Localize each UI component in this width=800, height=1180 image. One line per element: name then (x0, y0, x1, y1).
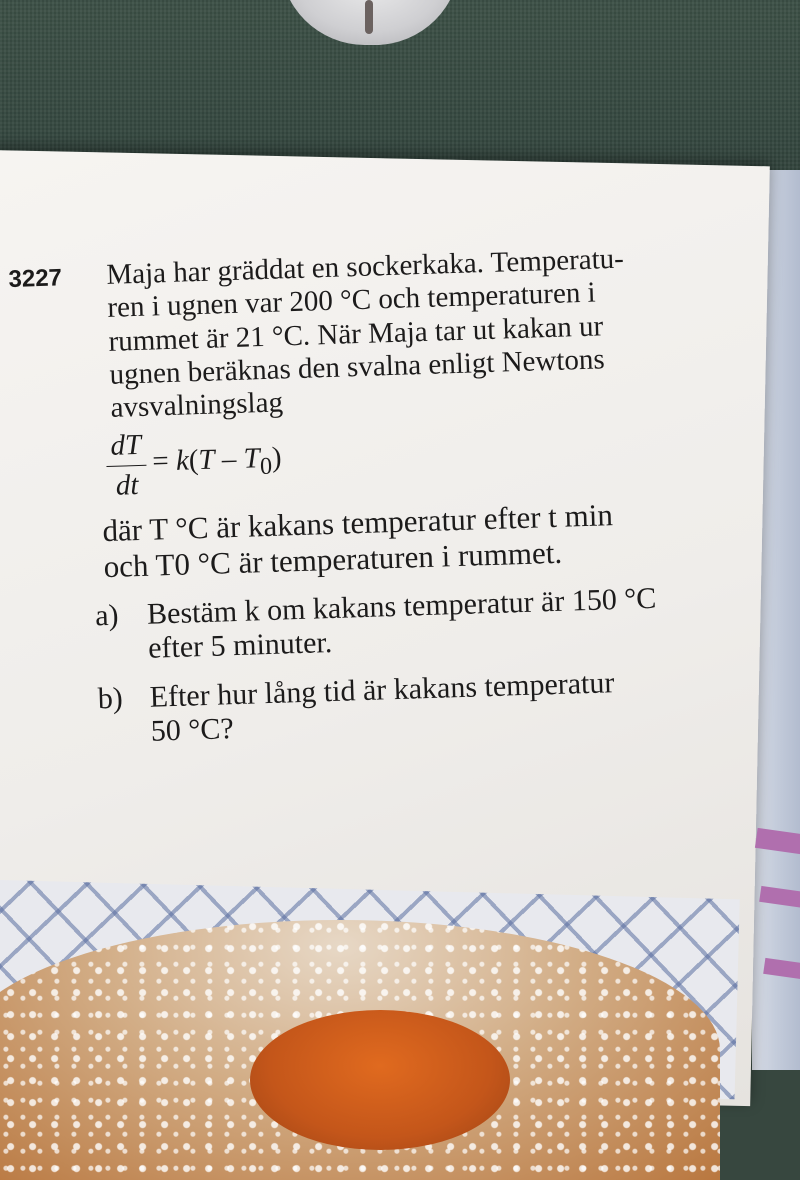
constant-k: k (175, 444, 190, 478)
equals-sign: = (151, 445, 170, 478)
derivative-fraction (105, 428, 147, 503)
question-part-a (95, 580, 719, 669)
variable-T: T (197, 443, 216, 477)
stem-line: ren i ugnen var 200 °C och temperaturen i (106, 276, 597, 325)
definition-text (102, 494, 716, 584)
open-paren: ( (188, 444, 199, 477)
definition-line: där T °C är kakans temperatur efter t min (101, 497, 614, 549)
part-text (147, 580, 719, 667)
part-label: b) (97, 681, 124, 716)
newton-cooling-formula (105, 411, 713, 504)
exercise-stem (94, 240, 721, 750)
fraction-numerator: dT (109, 428, 142, 462)
definition-line: och T0 °C är temperaturen i rummet. (103, 534, 563, 585)
plush-toy-stitch (365, 0, 373, 34)
minus-sign: – (214, 442, 245, 476)
stem-line: ugnen beräknas den svalna enligt Newtons (109, 343, 606, 391)
fraction-bar (106, 465, 146, 467)
cake-center (250, 1010, 510, 1150)
subscript-zero: 0 (259, 452, 273, 481)
exercise-number: 3227 (8, 264, 63, 293)
stem-line: avsvalningslag (110, 386, 284, 425)
stem-line: rummet är 21 °C. När Maja tar ut kakan ur (108, 310, 604, 358)
part-line: 50 °C? (150, 712, 235, 748)
part-line: Efter hur lång tid är kakans temperatur (149, 665, 615, 714)
close-paren: ) (271, 441, 282, 475)
part-line: Bestäm k om kakans temperatur är 150 °C (146, 581, 657, 631)
formula-rhs (152, 442, 282, 485)
variable-T0: T (243, 442, 261, 475)
fraction-denominator: dt (115, 469, 139, 502)
part-line: efter 5 minuter. (147, 626, 333, 665)
stem-line: Maja har gräddat en sockerkaka. Temperatu- (105, 242, 625, 291)
part-label: a) (94, 598, 119, 633)
